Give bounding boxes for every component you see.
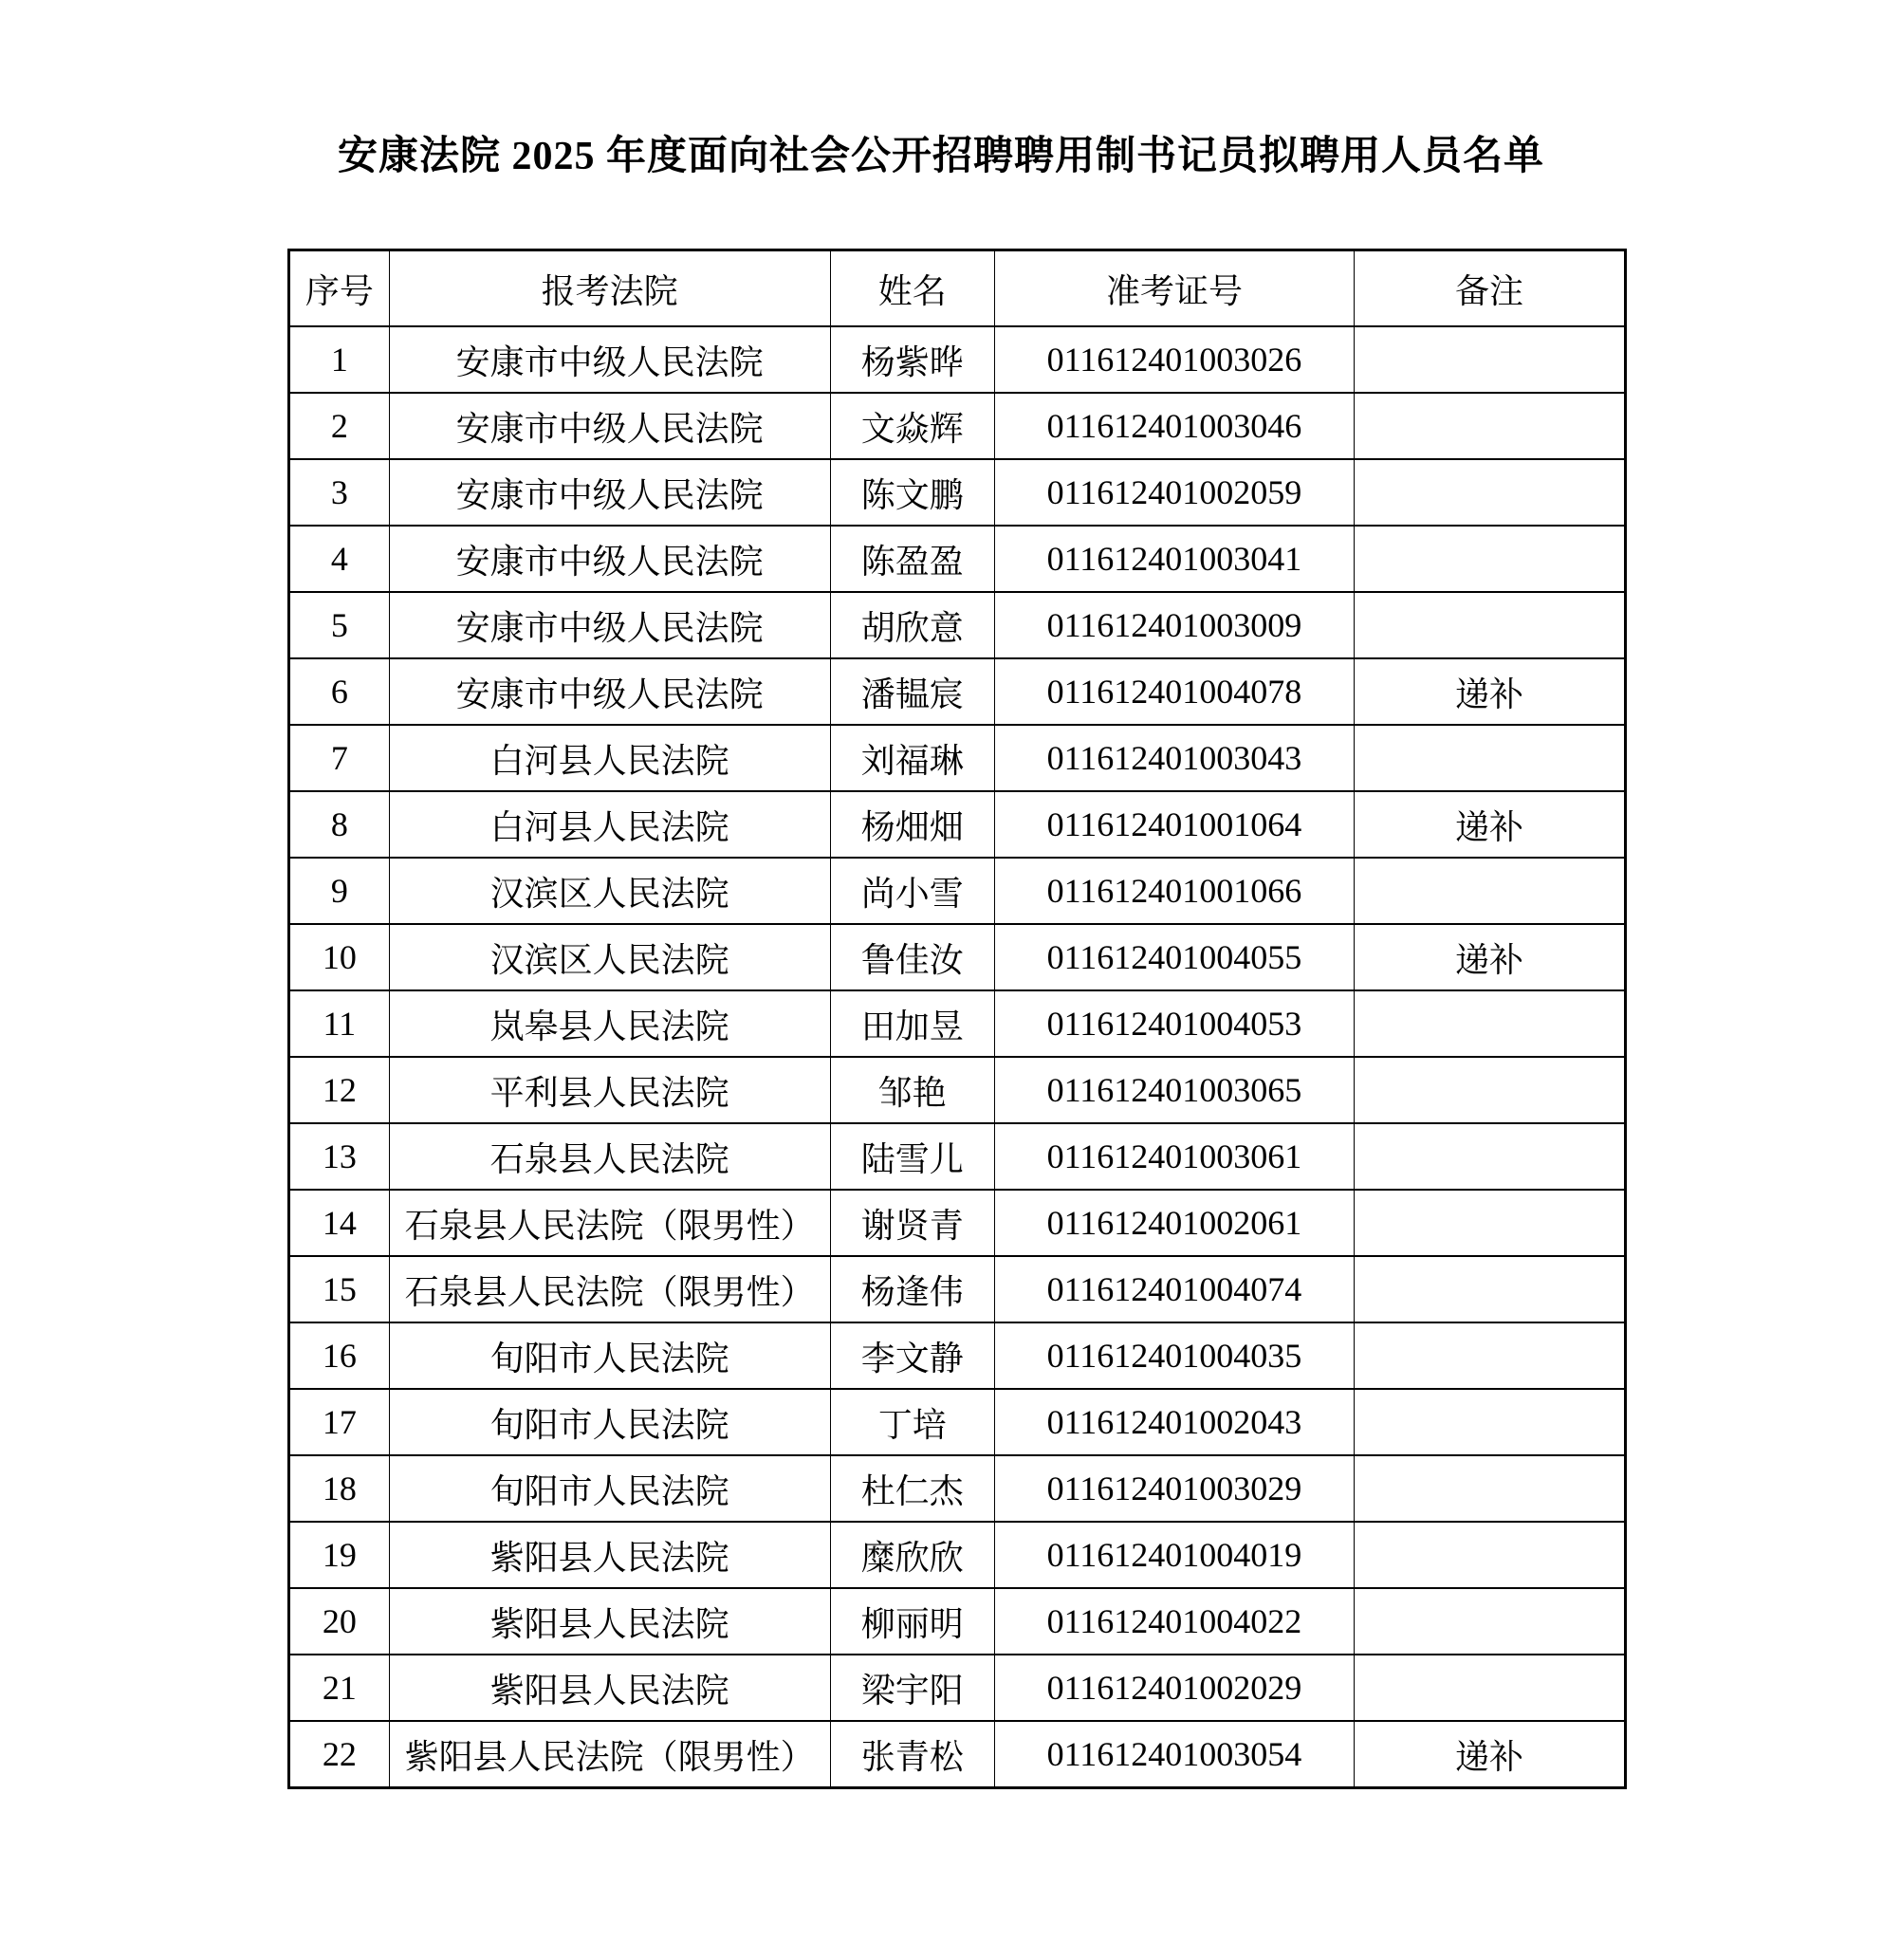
cell-name: 梁宇阳	[830, 1655, 994, 1721]
cell-ticket-number: 011612401001066	[994, 858, 1354, 924]
cell-serial-number: 7	[289, 725, 390, 791]
cell-remarks	[1354, 326, 1625, 393]
cell-ticket-number: 011612401003009	[994, 592, 1354, 658]
cell-serial-number: 8	[289, 791, 390, 858]
table-row	[289, 1389, 1626, 1455]
cell-court-applied: 旬阳市人民法院	[389, 1455, 830, 1522]
cell-name: 田加昱	[830, 990, 994, 1057]
cell-court-applied: 石泉县人民法院	[389, 1123, 830, 1190]
cell-serial-number: 5	[289, 592, 390, 658]
table-row	[289, 1655, 1626, 1721]
cell-court-applied: 平利县人民法院	[389, 1057, 830, 1123]
table-row	[289, 791, 1626, 858]
cell-ticket-number: 011612401003029	[994, 1455, 1354, 1522]
cell-serial-number: 6	[289, 658, 390, 725]
cell-court-applied: 安康市中级人民法院	[389, 526, 830, 592]
cell-remarks: 递补	[1354, 658, 1625, 725]
cell-serial-number: 22	[289, 1721, 390, 1788]
cell-court-applied: 白河县人民法院	[389, 791, 830, 858]
cell-ticket-number: 011612401004055	[994, 924, 1354, 990]
cell-ticket-number: 011612401004074	[994, 1256, 1354, 1322]
cell-serial-number: 9	[289, 858, 390, 924]
header-serial-number: 序号	[289, 250, 390, 327]
cell-serial-number: 16	[289, 1322, 390, 1389]
cell-name: 邹艳	[830, 1057, 994, 1123]
cell-serial-number: 13	[289, 1123, 390, 1190]
cell-name: 杨紫晔	[830, 326, 994, 393]
cell-ticket-number: 011612401004022	[994, 1588, 1354, 1655]
table-row	[289, 1256, 1626, 1322]
table-row	[289, 592, 1626, 658]
cell-remarks	[1354, 1389, 1625, 1455]
cell-name: 张青松	[830, 1721, 994, 1788]
cell-remarks	[1354, 1256, 1625, 1322]
table-row	[289, 924, 1626, 990]
cell-ticket-number: 011612401003026	[994, 326, 1354, 393]
table-row	[289, 526, 1626, 592]
cell-court-applied: 紫阳县人民法院（限男性）	[389, 1721, 830, 1788]
table-row	[289, 1588, 1626, 1655]
cell-remarks	[1354, 526, 1625, 592]
table-row	[289, 459, 1626, 526]
table-row	[289, 1190, 1626, 1256]
cell-court-applied: 石泉县人民法院（限男性）	[389, 1256, 830, 1322]
cell-remarks: 递补	[1354, 924, 1625, 990]
cell-remarks	[1354, 1322, 1625, 1389]
cell-court-applied: 安康市中级人民法院	[389, 326, 830, 393]
cell-serial-number: 10	[289, 924, 390, 990]
table-row	[289, 1522, 1626, 1588]
cell-court-applied: 安康市中级人民法院	[389, 658, 830, 725]
table-row	[289, 858, 1626, 924]
header-row	[289, 250, 1626, 327]
cell-ticket-number: 011612401003065	[994, 1057, 1354, 1123]
cell-name: 潘韫宸	[830, 658, 994, 725]
cell-name: 陈盈盈	[830, 526, 994, 592]
cell-name: 杜仁杰	[830, 1455, 994, 1522]
cell-court-applied: 紫阳县人民法院	[389, 1522, 830, 1588]
cell-ticket-number: 011612401003041	[994, 526, 1354, 592]
table-row	[289, 1057, 1626, 1123]
cell-serial-number: 4	[289, 526, 390, 592]
header-ticket-number: 准考证号	[994, 250, 1354, 327]
cell-ticket-number: 011612401001064	[994, 791, 1354, 858]
header-court-applied: 报考法院	[389, 250, 830, 327]
cell-remarks	[1354, 725, 1625, 791]
cell-ticket-number: 011612401003061	[994, 1123, 1354, 1190]
cell-serial-number: 11	[289, 990, 390, 1057]
cell-court-applied: 安康市中级人民法院	[389, 592, 830, 658]
cell-name: 陈文鹏	[830, 459, 994, 526]
table-row	[289, 1322, 1626, 1389]
cell-court-applied: 白河县人民法院	[389, 725, 830, 791]
cell-name: 杨逢伟	[830, 1256, 994, 1322]
cell-ticket-number: 011612401004078	[994, 658, 1354, 725]
cell-remarks	[1354, 1588, 1625, 1655]
cell-ticket-number: 011612401004019	[994, 1522, 1354, 1588]
cell-remarks	[1354, 1455, 1625, 1522]
cell-remarks	[1354, 1057, 1625, 1123]
cell-remarks	[1354, 459, 1625, 526]
cell-name: 刘福琳	[830, 725, 994, 791]
cell-name: 丁培	[830, 1389, 994, 1455]
cell-court-applied: 岚皋县人民法院	[389, 990, 830, 1057]
cell-serial-number: 18	[289, 1455, 390, 1522]
cell-remarks	[1354, 990, 1625, 1057]
cell-name: 鲁佳汝	[830, 924, 994, 990]
cell-ticket-number: 011612401004053	[994, 990, 1354, 1057]
cell-remarks	[1354, 393, 1625, 459]
cell-ticket-number: 011612401002043	[994, 1389, 1354, 1455]
cell-name: 李文静	[830, 1322, 994, 1389]
cell-name: 柳丽明	[830, 1588, 994, 1655]
cell-remarks	[1354, 1190, 1625, 1256]
cell-ticket-number: 011612401003054	[994, 1721, 1354, 1788]
cell-court-applied: 安康市中级人民法院	[389, 459, 830, 526]
cell-name: 胡欣意	[830, 592, 994, 658]
cell-remarks	[1354, 1655, 1625, 1721]
cell-serial-number: 3	[289, 459, 390, 526]
table-row	[289, 658, 1626, 725]
cell-remarks	[1354, 592, 1625, 658]
cell-remarks	[1354, 1522, 1625, 1588]
cell-court-applied: 紫阳县人民法院	[389, 1588, 830, 1655]
roster-table	[287, 249, 1627, 1789]
table-row	[289, 725, 1626, 791]
cell-ticket-number: 011612401002061	[994, 1190, 1354, 1256]
header-remarks: 备注	[1354, 250, 1625, 327]
cell-serial-number: 19	[289, 1522, 390, 1588]
cell-ticket-number: 011612401003046	[994, 393, 1354, 459]
cell-name: 尚小雪	[830, 858, 994, 924]
table-row	[289, 1455, 1626, 1522]
cell-remarks: 递补	[1354, 1721, 1625, 1788]
cell-serial-number: 17	[289, 1389, 390, 1455]
cell-ticket-number: 011612401002029	[994, 1655, 1354, 1721]
cell-serial-number: 1	[289, 326, 390, 393]
cell-ticket-number: 011612401002059	[994, 459, 1354, 526]
page-title: 安康法院 2025 年度面向社会公开招聘聘用制书记员拟聘用人员名单	[337, 135, 1544, 178]
cell-court-applied: 汉滨区人民法院	[389, 924, 830, 990]
cell-court-applied: 汉滨区人民法院	[389, 858, 830, 924]
cell-remarks	[1354, 1123, 1625, 1190]
cell-name: 杨畑畑	[830, 791, 994, 858]
cell-name: 糜欣欣	[830, 1522, 994, 1588]
table-row	[289, 1721, 1626, 1788]
cell-serial-number: 2	[289, 393, 390, 459]
cell-serial-number: 20	[289, 1588, 390, 1655]
cell-ticket-number: 011612401003043	[994, 725, 1354, 791]
cell-court-applied: 旬阳市人民法院	[389, 1322, 830, 1389]
table-row	[289, 990, 1626, 1057]
cell-serial-number: 14	[289, 1190, 390, 1256]
header-name: 姓名	[830, 250, 994, 327]
cell-court-applied: 旬阳市人民法院	[389, 1389, 830, 1455]
cell-remarks: 递补	[1354, 791, 1625, 858]
cell-serial-number: 15	[289, 1256, 390, 1322]
cell-ticket-number: 011612401004035	[994, 1322, 1354, 1389]
cell-name: 文焱辉	[830, 393, 994, 459]
table-row	[289, 1123, 1626, 1190]
cell-court-applied: 紫阳县人民法院	[389, 1655, 830, 1721]
table-row	[289, 326, 1626, 393]
cell-serial-number: 12	[289, 1057, 390, 1123]
table-row	[289, 393, 1626, 459]
cell-court-applied: 安康市中级人民法院	[389, 393, 830, 459]
cell-court-applied: 石泉县人民法院（限男性）	[389, 1190, 830, 1256]
cell-serial-number: 21	[289, 1655, 390, 1721]
cell-name: 陆雪儿	[830, 1123, 994, 1190]
cell-name: 谢贤青	[830, 1190, 994, 1256]
cell-remarks	[1354, 858, 1625, 924]
